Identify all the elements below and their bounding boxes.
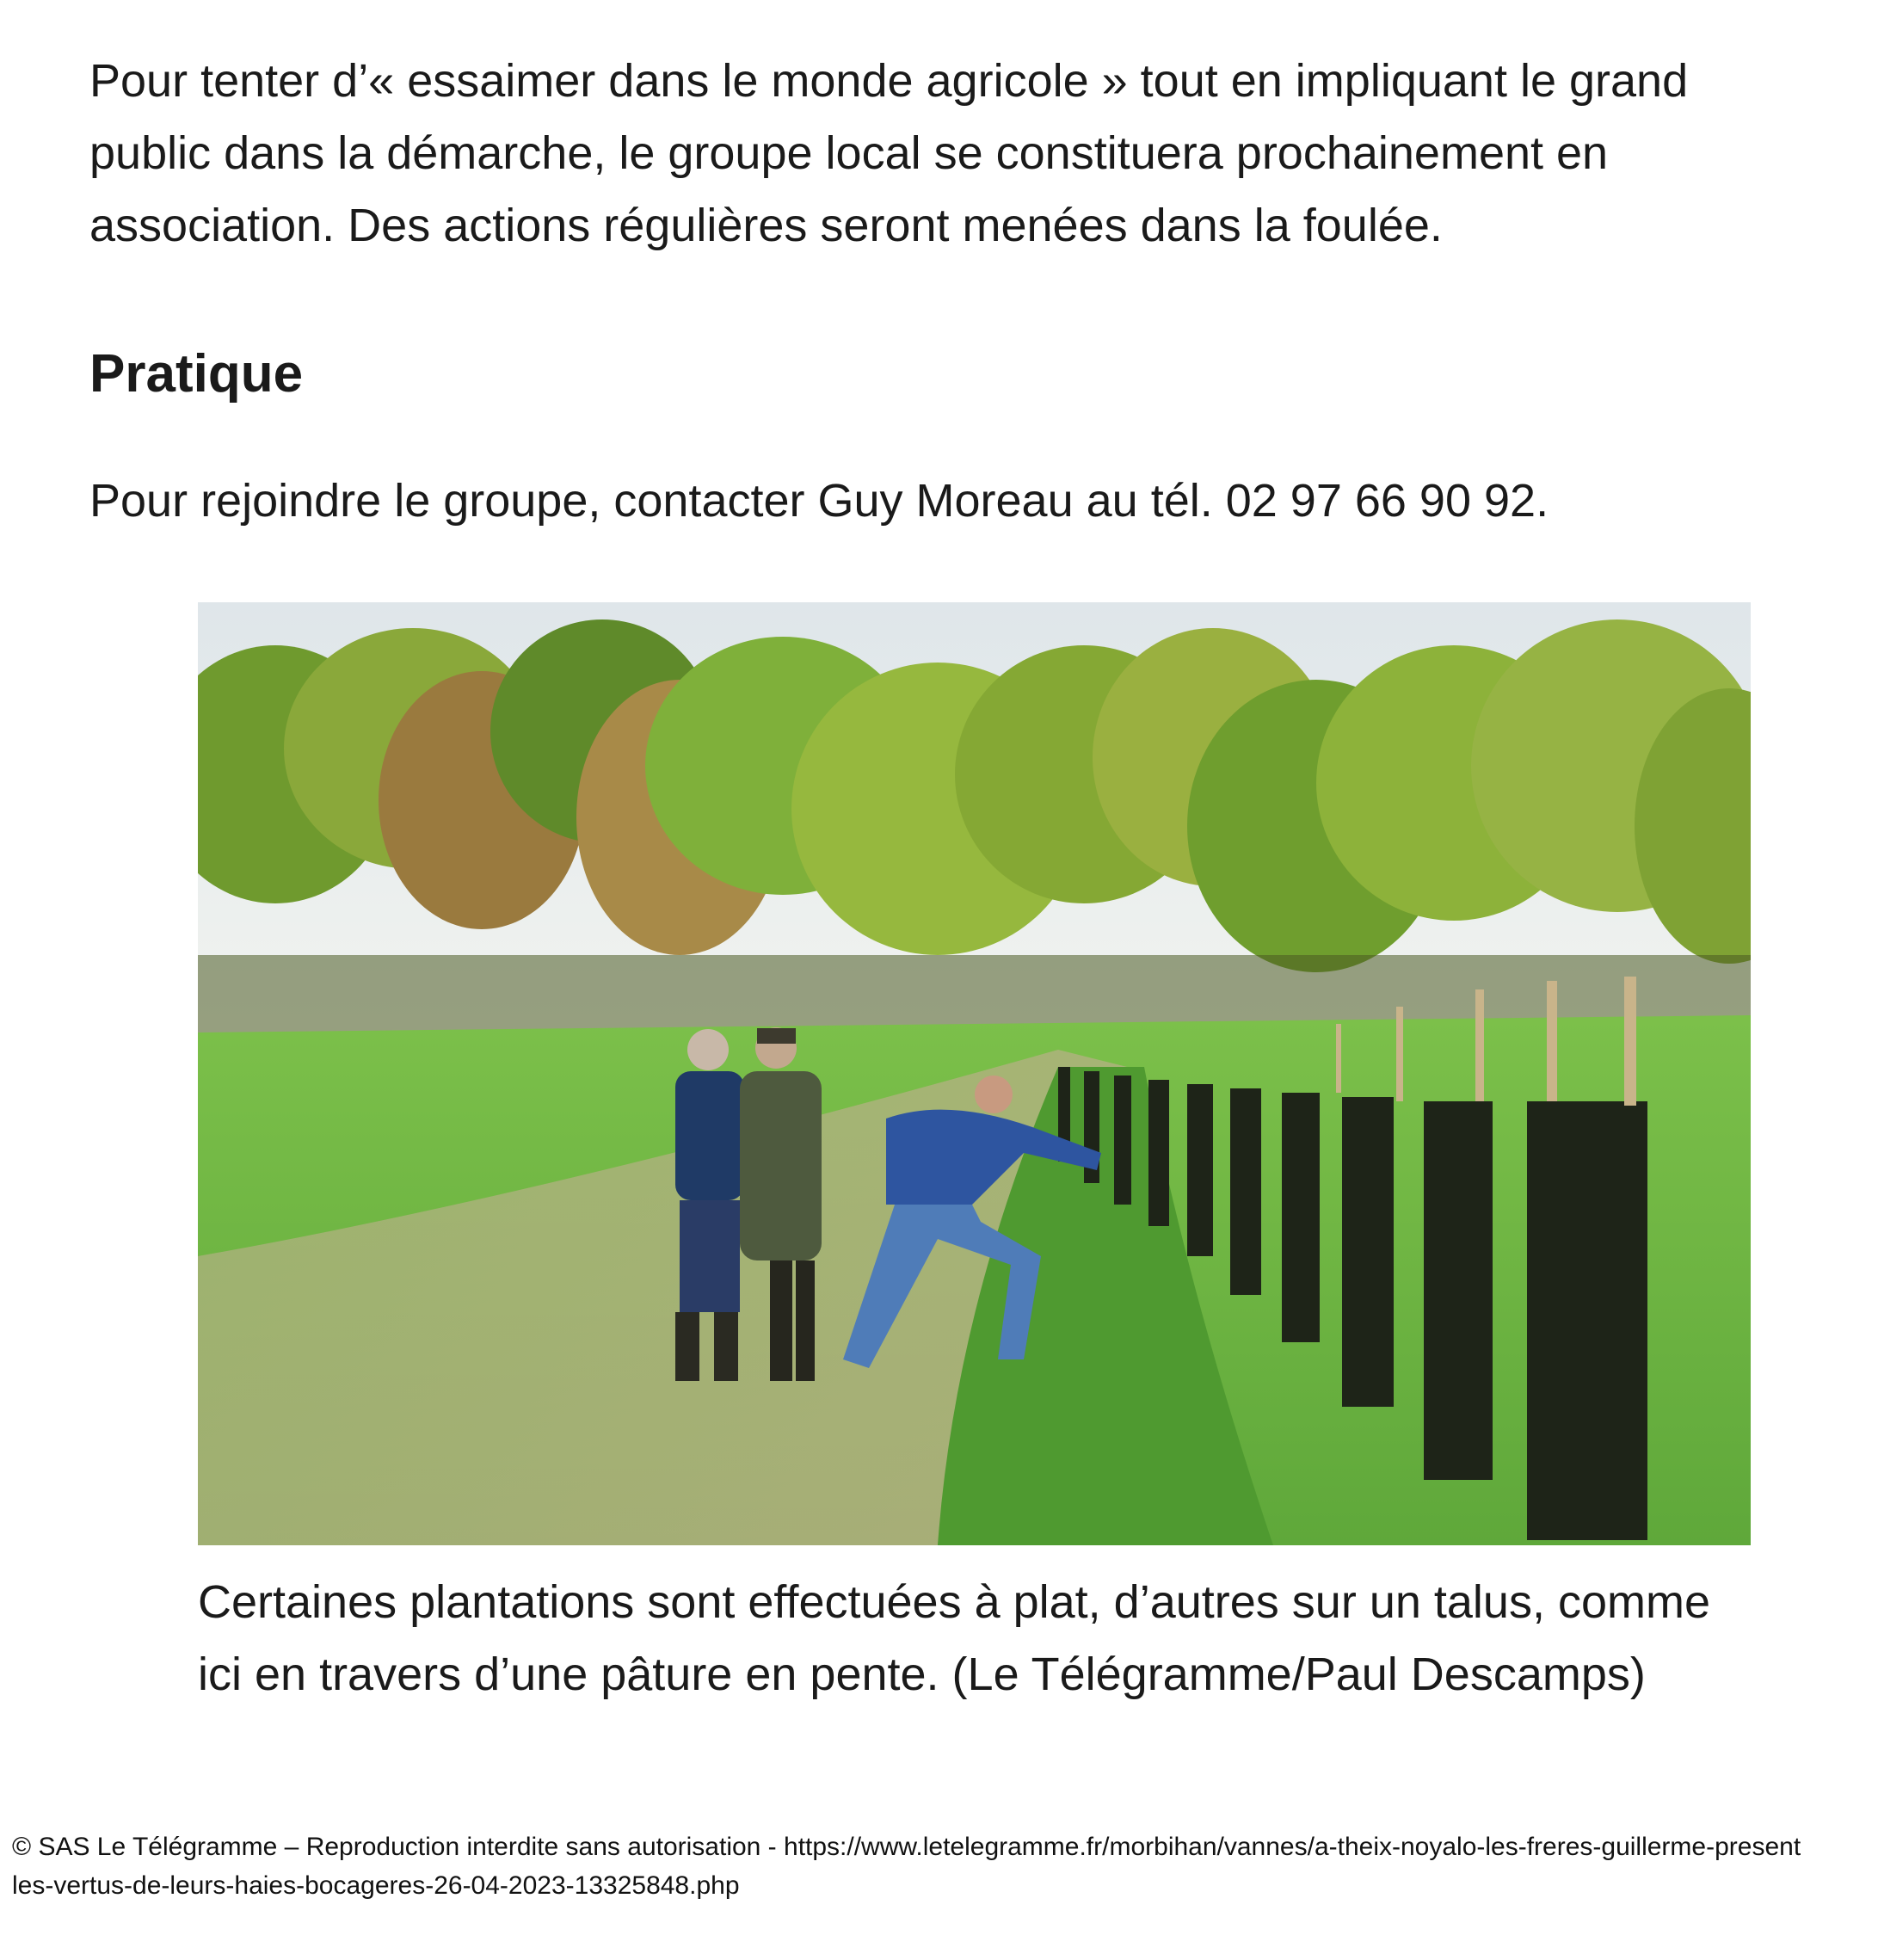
article-photo xyxy=(198,602,1751,1545)
contact-paragraph: Pour rejoindre le groupe, contacter Guy Moreau au tél. 02 97 66 90 92. xyxy=(89,475,1549,527)
copyright-line: © SAS Le Télégramme – Reproduction interdite sans autorisation - https://www.letelegramme.fr/morbihan/vannes/a-theix-noyalo-les-freres-guillerme-present xyxy=(12,1833,1801,1861)
article-paragraph: Pour tenter d’« essaimer dans le monde agricole » tout en impliquant le grand public dans la démarche, le groupe local se constituera prochainement en association. Des actions régulières seront menées dans la foulée. xyxy=(89,55,1689,251)
copyright-footer xyxy=(12,1827,1870,1905)
source-url-line: les-vertus-de-leurs-haies-bocageres-26-04-2023-13325848.php xyxy=(12,1871,740,1900)
section-heading: Pratique xyxy=(89,344,304,404)
photo-caption: Certaines plantations sont effectuées à plat, d’autres sur un talus, comme ici en travers d’une pâture en pente. (Le Télégramme/Paul Descamps) xyxy=(198,1576,1710,1700)
